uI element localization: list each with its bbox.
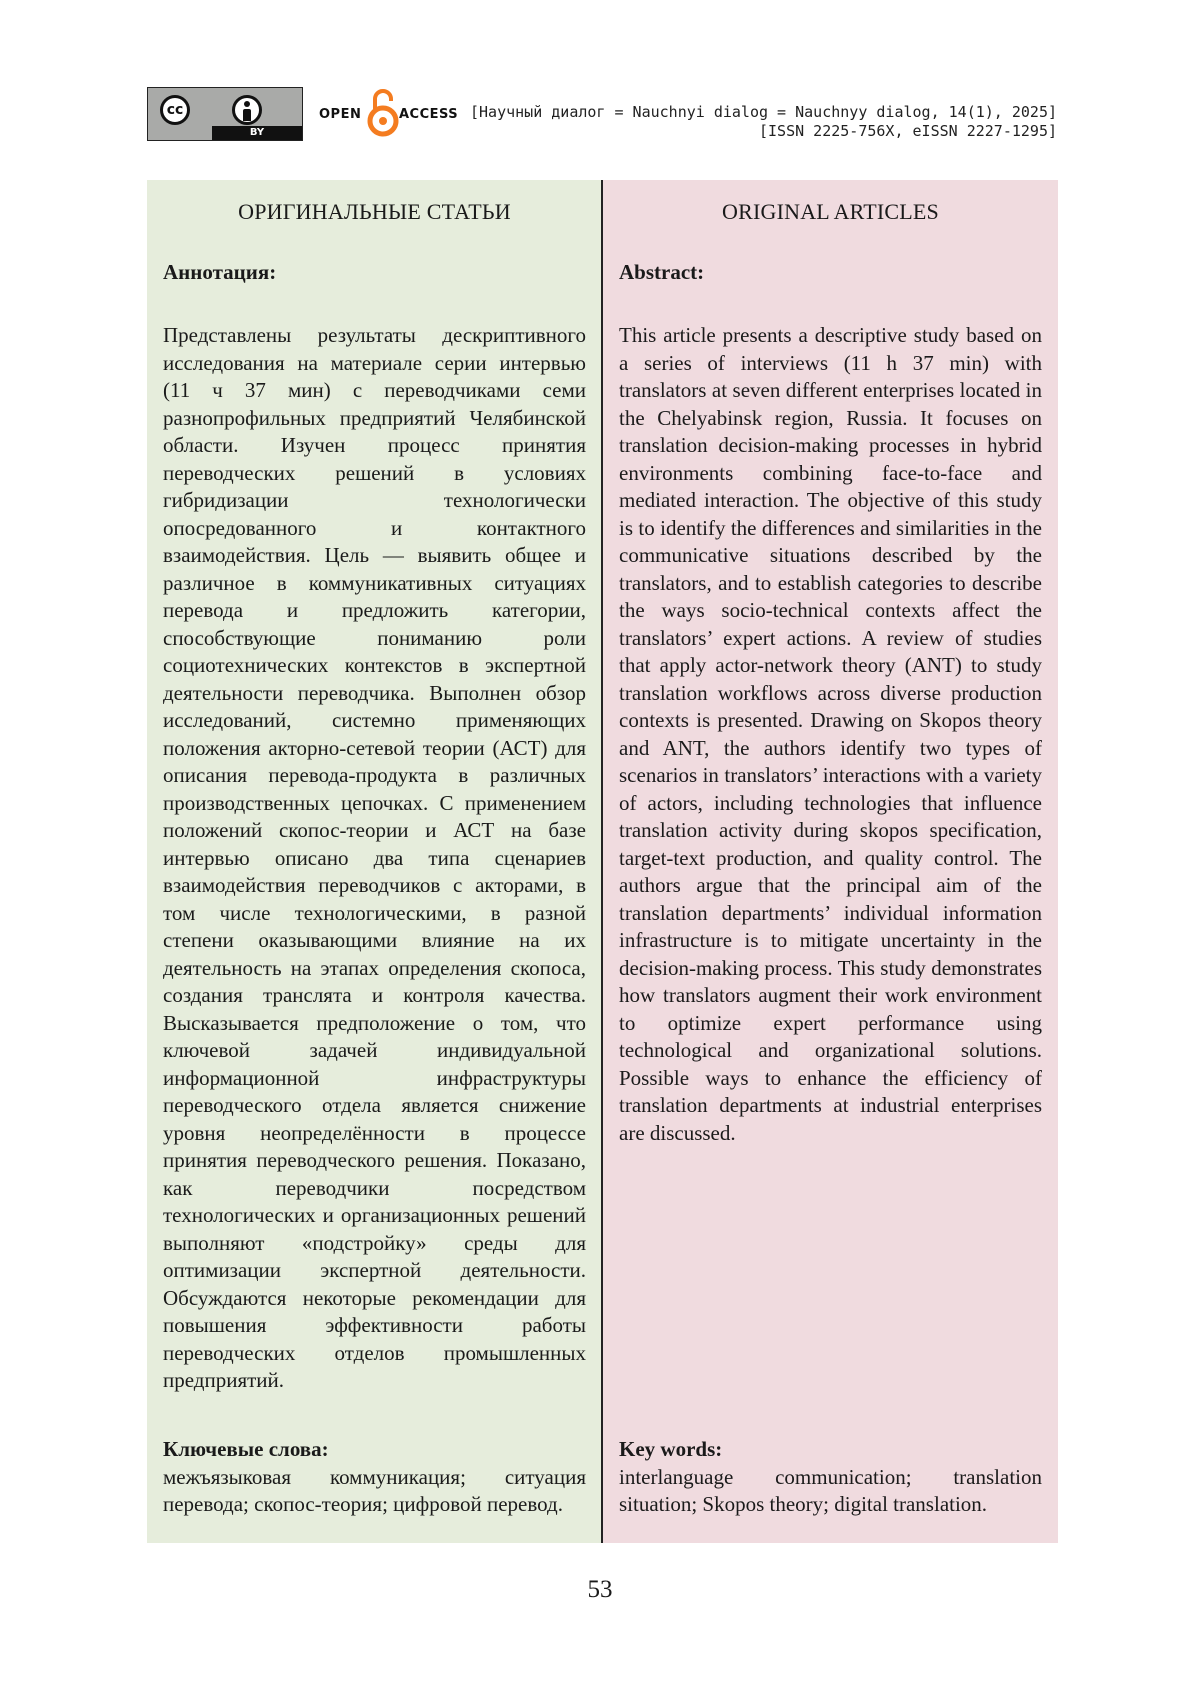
page-number: 53 <box>587 1576 613 1603</box>
open-access-open-word: OPEN <box>319 107 362 122</box>
en-abstract-text: This article presents a descriptive study based on a series of interviews (11 h 37 min) with translators at seven different enterprises located in the Chelyabinsk region, Russia. It focuses on translation decision-making processes in hybrid environments combining face-to-face and mediated interaction. The objective of this study is to identify the differences and similarities in the communicative situations described by the translators, and to establish categories to describe the ways socio-technical contexts affect the translators’ expert actions. A review of studies that apply actor-network theory (ANT) to study translation workflows across diverse production contexts is presented. Drawing on Skopos theory and ANT, the authors identify two types of scenarios in translators’ interactions with a variety of actors, including technologies that influence translation activity during skopos specification, target-text production, and quality control. The authors argue that the principal aim of the translation departments’ individual information infrastructure is to mitigate uncertainty in the decision-making process. This study demonstrates how translators augment their work environment to optimize expert performance using technological and organizational solutions. Possible ways to enhance the efficiency of translation departments at industrial enterprises are discussed. <box>619 323 1042 1145</box>
cc-by-license-badge <box>147 87 303 141</box>
license-by-label: BY <box>212 126 302 140</box>
attribution-person-icon <box>232 95 262 125</box>
en-section-title: ORIGINAL ARTICLES <box>722 199 939 224</box>
ru-section-title: ОРИГИНАЛЬНЫЕ СТАТЬИ <box>238 199 511 224</box>
ru-keywords-block <box>163 1436 586 1519</box>
ru-abstract-label: Аннотация: <box>163 259 277 284</box>
ru-abstract-text: Представлены результаты дескриптивного исследования на материале серии интервью (11 ч 37 мин) с переводчиками семи разнопрофильных предприятий Челябинской области. Изучен процесс принятия переводческих решений в условиях гибридизации технологически опосредованного и контактного взаимодействия. Цель — выявить общее и различное в коммуникативных ситуациях перевода и предложить категории, способствующие пониманию роли социотехнических контекстов в экспертной деятельности переводчика. Выполнен обзор исследований, системно применяющих положения акторно-сетевой теории (АСТ) для описания перевода-продукта в различных производственных цепочках. С применением положений скопос-теории и АСТ на базе интервью описано два типа сценариев взаимодействия переводчиков с акторами, в том числе технологическими, в разной степени оказывающими влияние на их деятельность на этапах определения скопоса, создания транслята и контроля качества. Высказывается предположение о том, что ключевой задачей индивидуальной информационной инфраструктуры переводческого отдела является снижение уровня неопределённости в процессе принятия переводческого решения. Показано, как переводчики посредством технологических и организационных решений выполняют «подстройку» среды для оптимизации экспертной деятельности. Обсуждаются некоторые рекомендации для повышения эффективности работы переводческих отделов промышленных предприятий. <box>163 323 586 1392</box>
open-access-logo <box>319 85 459 141</box>
ru-keywords-text: межъязыковая коммуникация; ситуация перевода; скопос-теория; цифровой перевод. <box>163 1464 586 1516</box>
en-abstract-label: Abstract: <box>619 259 705 284</box>
russian-abstract-column <box>147 180 602 1543</box>
en-keywords-label: Key words: <box>619 1437 723 1461</box>
en-keywords-text: interlanguage communication; translation situation; Skopos theory; digital translation. <box>619 1464 1042 1516</box>
journal-issn-line: [ISSN 2225-756X, eISSN 2227-1295] <box>758 122 1057 140</box>
creative-commons-icon: cc <box>160 95 190 125</box>
ru-keywords-label: Ключевые слова: <box>163 1437 329 1461</box>
open-access-access-word: ACCESS <box>399 107 459 122</box>
open-access-lock-icon <box>367 87 399 139</box>
en-keywords-block <box>619 1436 1042 1519</box>
english-abstract-column <box>603 180 1058 1543</box>
journal-citation-line: [Научный диалог = Nauchnyi dialog = Nauchnyy dialog, 14(1), 2025] <box>470 103 1057 121</box>
journal-citation <box>470 103 1057 141</box>
